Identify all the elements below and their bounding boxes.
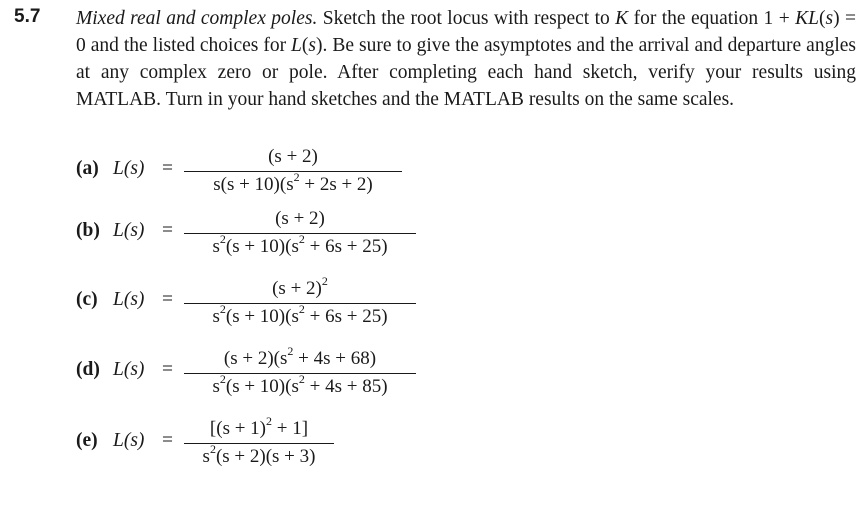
function-name: L(s) xyxy=(113,158,145,179)
denominator: $s^2(s + 10)(s^2 + 6s + 25)$ xyxy=(212,302,388,327)
transfer-function-fraction xyxy=(184,208,416,264)
transfer-function-fraction xyxy=(184,414,334,474)
function-name: L(s) xyxy=(113,430,145,451)
part-label: (c) xyxy=(76,289,98,310)
problem-text-1: Sketch the root locus with respect to xyxy=(317,8,616,29)
problem-text-6: ). Be sure to give the asymptotes and the arrival and departure angles at any complex zero or pole. After completing each hand sketch, verify your results using MATLAB. Turn in your hand sketches and the MATLAB results on the same scales. xyxy=(76,35,856,110)
var-kl: KL xyxy=(795,8,819,29)
denominator: $s^2(s + 10)(s^2 + 4s + 85)$ xyxy=(212,372,388,397)
function-name: L(s) xyxy=(113,359,145,380)
numerator: $(s + 2)^2$ xyxy=(272,274,328,299)
problem-text-2: for the equation 1 + xyxy=(628,8,796,29)
equals-sign: = xyxy=(162,359,173,380)
problem-text-3: ( xyxy=(819,8,826,29)
numerator: (s + 2) xyxy=(275,208,325,229)
problem-text-4: ) = 0 and the listed choices for xyxy=(76,8,856,56)
part-label: (b) xyxy=(76,220,100,241)
denominator: $s^2(s + 10)(s^2 + 6s + 25)$ xyxy=(212,232,388,257)
var-l: L xyxy=(291,35,302,56)
part-d xyxy=(76,344,476,410)
numerator: (s + 2) xyxy=(268,146,318,167)
problem-statement xyxy=(76,5,856,113)
part-e xyxy=(76,414,476,480)
denominator: $s^2(s + 2)(s + 3)$ xyxy=(202,442,316,467)
problem-number: 5.7 xyxy=(14,6,41,27)
problem-text-5: ( xyxy=(301,35,309,56)
transfer-function-fraction xyxy=(184,344,416,404)
var-k: K xyxy=(615,8,629,29)
var-s: s xyxy=(825,8,834,29)
part-c xyxy=(76,274,476,342)
transfer-function-fraction xyxy=(184,274,416,334)
part-b xyxy=(76,208,476,272)
equals-sign: = xyxy=(162,158,173,179)
function-name: L(s) xyxy=(113,220,145,241)
part-label: (e) xyxy=(76,430,98,451)
numerator: $[(s + 1)^2 + 1]$ xyxy=(209,414,309,439)
denominator: $s(s + 10)(s^2 + 2s + 2)$ xyxy=(213,170,373,195)
numerator: $(s + 2)(s^2 + 4s + 68)$ xyxy=(223,344,377,369)
problem-title: Mixed real and complex poles. xyxy=(76,8,318,29)
fraction-bar xyxy=(184,443,334,444)
part-label: (d) xyxy=(76,359,100,380)
part-label: (a) xyxy=(76,158,99,179)
equals-sign: = xyxy=(162,430,173,451)
part-a xyxy=(76,148,476,208)
equals-sign: = xyxy=(162,220,173,241)
function-name: L(s) xyxy=(113,289,145,310)
var-s: s xyxy=(308,35,316,56)
transfer-function-fraction xyxy=(184,146,402,202)
equals-sign: = xyxy=(162,289,173,310)
